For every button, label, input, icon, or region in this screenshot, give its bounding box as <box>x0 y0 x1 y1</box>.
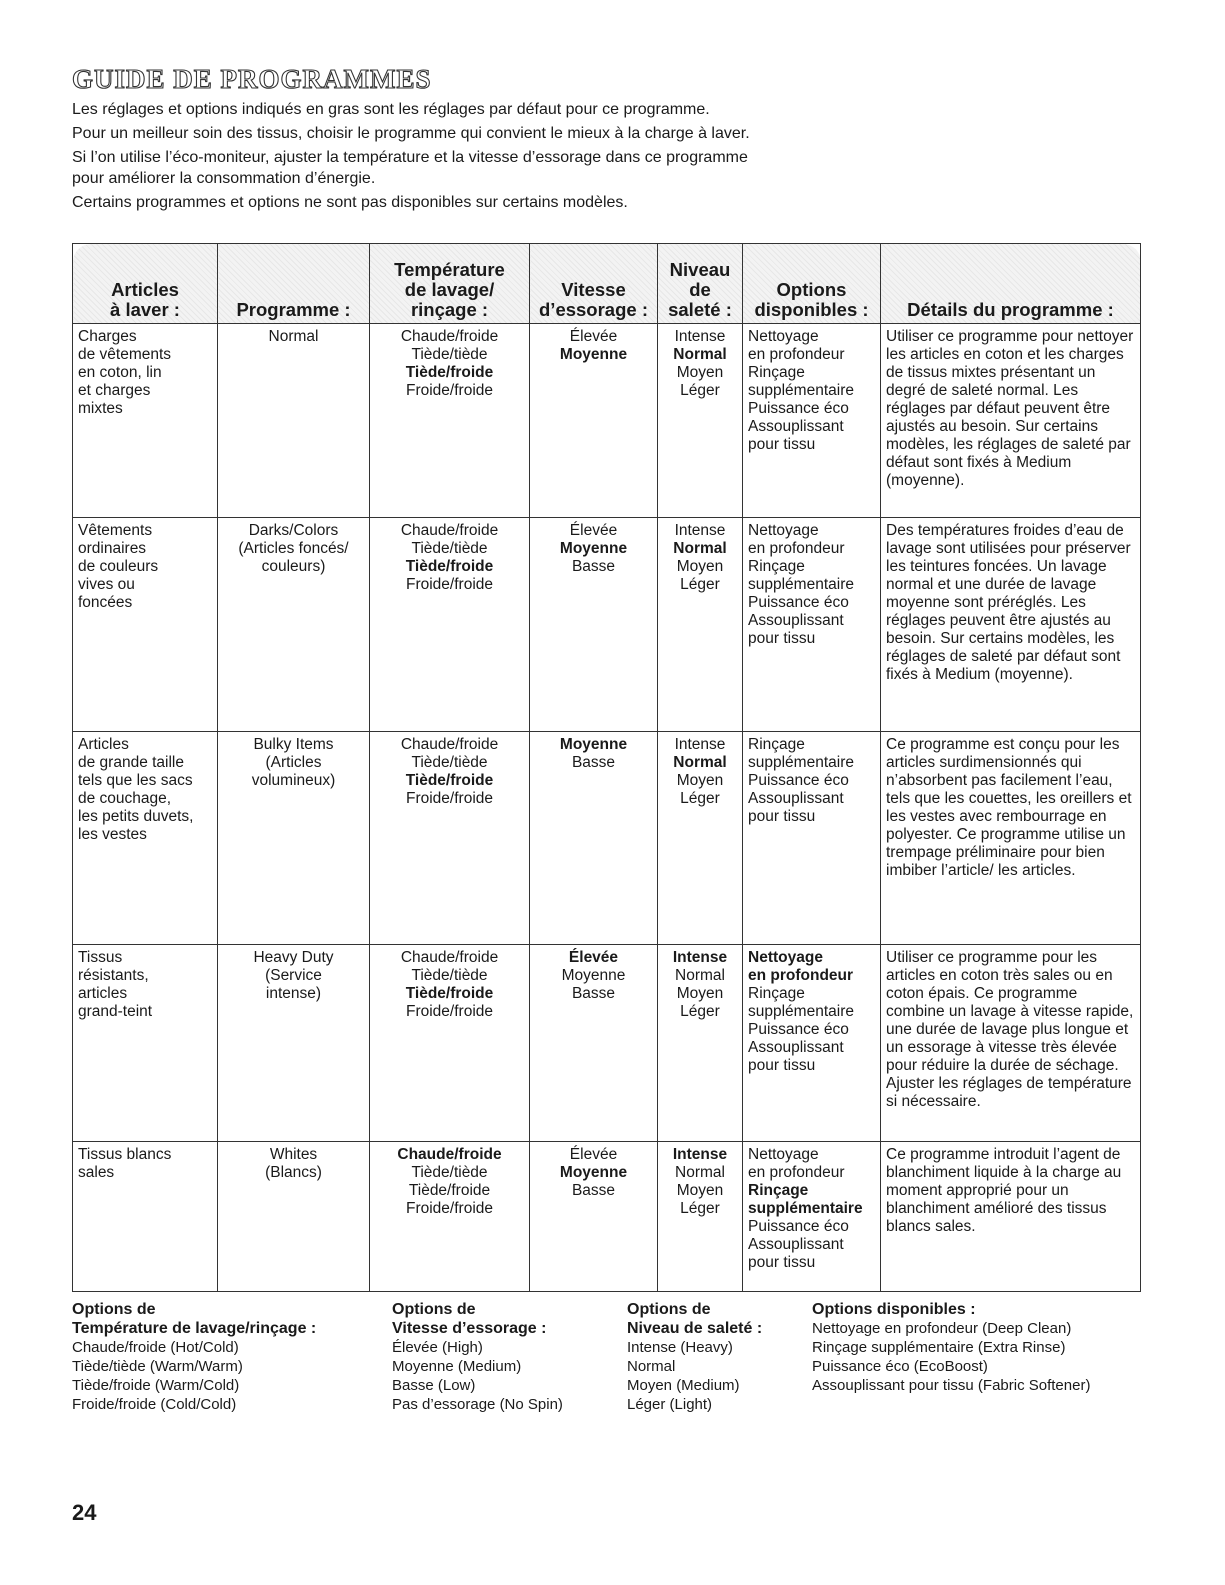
legend-item: Moyen (Medium) <box>627 1377 740 1394</box>
cell-niveau <box>658 518 743 732</box>
legend-item: Puissance éco (EcoBoost) <box>812 1358 988 1375</box>
table-row <box>73 945 1141 1142</box>
header-options: Options disponibles : <box>743 244 881 324</box>
cell-niveau <box>658 945 743 1142</box>
cell-line: Rinçage <box>748 985 805 1002</box>
cell-line: intense) <box>265 985 322 1002</box>
legend-heading: Options de <box>72 1301 156 1318</box>
cell-programme <box>218 732 370 945</box>
cell-vitesse <box>530 1142 658 1292</box>
cell-line: Froide/froide <box>405 1003 493 1020</box>
cell-line: Moyenne <box>559 736 628 753</box>
cell-line: Nettoyage <box>748 1146 819 1163</box>
cell-line: en profondeur <box>748 967 854 984</box>
legend-heading: Niveau de saleté : <box>627 1320 763 1337</box>
cell-line: Moyen <box>676 772 724 789</box>
intro-line: Pour un meilleur soin des tissus, choisir le programme qui convient le mieux à la charge à laver. <box>72 125 750 142</box>
cell-line: Tiède/froide <box>405 772 494 789</box>
cell-temperature <box>370 1142 530 1292</box>
cell-articles <box>73 732 218 945</box>
cell-line: Assouplissant <box>748 418 844 435</box>
table-header-row <box>73 244 1141 324</box>
cell-niveau <box>658 1142 743 1292</box>
cell-line: Normal <box>673 540 727 557</box>
cell-line: Charges <box>78 328 137 345</box>
cell-line: Chaude/froide <box>400 522 499 539</box>
cell-options <box>743 945 881 1142</box>
legend-item: Moyenne (Medium) <box>392 1358 522 1375</box>
cell-programme <box>218 518 370 732</box>
cell-line: Basse <box>571 985 616 1002</box>
cell-line: Tiède/froide <box>408 1182 491 1199</box>
legend-heading: Options de <box>392 1301 476 1318</box>
legend-heading: Vitesse d’essorage : <box>392 1320 547 1337</box>
cell-line: Puissance éco <box>748 772 849 789</box>
cell-options <box>743 518 881 732</box>
legend-heading: Options de <box>627 1301 711 1318</box>
cell-line: Léger <box>680 382 720 399</box>
cell-line: Élevée <box>569 522 618 539</box>
header-details: Détails du programme : <box>881 244 1141 324</box>
cell-line: Moyen <box>676 364 724 381</box>
legend-item: Assouplissant pour tissu (Fabric Softener) <box>812 1377 1091 1394</box>
legend-item: Tiède/tiède (Warm/Warm) <box>72 1358 243 1375</box>
cell-line: Basse <box>571 1182 616 1199</box>
cell-line: Nettoyage <box>748 522 819 539</box>
cell-line: en coton, lin <box>78 364 162 381</box>
cell-line: Rinçage <box>748 736 805 753</box>
cell-line: en profondeur <box>748 1164 845 1181</box>
cell-line: volumineux) <box>251 772 336 789</box>
cell-line: (Service <box>265 967 322 984</box>
cell-line: Nettoyage <box>748 328 819 345</box>
cell-programme <box>218 945 370 1142</box>
cell-line: Tiède/tiède <box>411 1164 488 1181</box>
program-guide-table <box>72 243 1141 1292</box>
legend-item: Normal <box>627 1358 676 1375</box>
legend-item: Nettoyage en profondeur (Deep Clean) <box>812 1320 1072 1337</box>
cell-line: Chaude/froide <box>400 328 499 345</box>
legend-group <box>392 1300 563 1414</box>
cell-line: Tissus blancs <box>78 1146 172 1163</box>
cell-temperature <box>370 732 530 945</box>
header-programme: Programme : <box>218 244 370 324</box>
legend-heading: Options disponibles : <box>812 1301 976 1318</box>
cell-line: pour tissu <box>748 630 816 647</box>
cell-line: et charges <box>78 382 151 399</box>
cell-line: Léger <box>680 790 720 807</box>
cell-line: supplémentaire <box>748 576 854 593</box>
cell-line: Basse <box>571 558 616 575</box>
cell-line: Darks/Colors <box>248 522 339 539</box>
table-row <box>73 324 1141 518</box>
cell-line: Tiède/froide <box>405 985 494 1002</box>
cell-line: Assouplissant <box>748 790 844 807</box>
cell-articles <box>73 1142 218 1292</box>
cell-line: Moyenne <box>559 1164 628 1181</box>
cell-line: tels que les sacs <box>78 772 193 789</box>
cell-line: Normal <box>675 967 725 984</box>
cell-line: en profondeur <box>748 540 845 557</box>
cell-line: Léger <box>680 576 720 593</box>
cell-line: Intense <box>674 328 726 345</box>
legend-group <box>72 1300 316 1414</box>
cell-line: Assouplissant <box>748 612 844 629</box>
legend-item: Tiède/froide (Warm/Cold) <box>72 1377 240 1394</box>
legend-item: Léger (Light) <box>627 1396 713 1413</box>
cell-details: Utiliser ce programme pour nettoyer les articles en coton et les charges de tissus mixtes présentant un degré de saleté normal. Les réglages par défaut peuvent être ajustés au besoin. Sur certains modèles, les réglages de saleté par défaut sont fixés à Medium (moyenne). <box>881 324 1141 518</box>
cell-line: Assouplissant <box>748 1039 844 1056</box>
cell-line: pour tissu <box>748 808 816 825</box>
cell-temperature <box>370 518 530 732</box>
cell-line: Moyen <box>676 558 724 575</box>
cell-line: supplémentaire <box>748 1003 854 1020</box>
cell-line: Heavy Duty <box>253 949 334 966</box>
cell-line: Intense <box>674 522 726 539</box>
cell-line: Intense <box>672 1146 728 1163</box>
cell-line: Rinçage <box>748 558 805 575</box>
cell-options <box>743 732 881 945</box>
cell-line: pour tissu <box>748 1254 816 1271</box>
cell-line: (Articles foncés/ <box>238 540 349 557</box>
cell-line: en profondeur <box>748 346 845 363</box>
legend-heading: Température de lavage/rinçage : <box>72 1320 317 1337</box>
cell-line: ordinaires <box>78 540 147 557</box>
cell-line: supplémentaire <box>748 1200 863 1217</box>
legend-item: Élevée (High) <box>392 1339 483 1356</box>
cell-line: Chaude/froide <box>397 1146 502 1163</box>
cell-line: Chaude/froide <box>400 736 499 753</box>
cell-line: Intense <box>674 736 726 753</box>
cell-line: Élevée <box>568 949 619 966</box>
cell-line: Froide/froide <box>405 1200 493 1217</box>
cell-line: Rinçage <box>748 364 805 381</box>
cell-line: Chaude/froide <box>400 949 499 966</box>
cell-line: Tiède/tiède <box>411 754 488 771</box>
cell-articles <box>73 324 218 518</box>
cell-line: articles <box>78 985 128 1002</box>
page-title: GUIDE DE PROGRAMMES <box>72 64 432 94</box>
legend-item: Basse (Low) <box>392 1377 476 1394</box>
cell-programme <box>218 324 370 518</box>
table-row <box>73 732 1141 945</box>
cell-line: de couleurs <box>78 558 159 575</box>
header-vitesse: Vitesse d’essorage : <box>530 244 658 324</box>
header-articles: Articles à laver : <box>73 244 218 324</box>
cell-line: pour tissu <box>748 1057 816 1074</box>
legend-group <box>812 1300 1090 1395</box>
cell-line: Tiède/tiède <box>411 967 488 984</box>
cell-line: Puissance éco <box>748 1021 849 1038</box>
cell-line: Tiède/froide <box>405 558 494 575</box>
cell-temperature <box>370 945 530 1142</box>
cell-line: pour tissu <box>748 436 816 453</box>
cell-programme <box>218 1142 370 1292</box>
cell-line: Assouplissant <box>748 1236 844 1253</box>
cell-articles <box>73 518 218 732</box>
cell-line: de couchage, <box>78 790 172 807</box>
cell-niveau <box>658 732 743 945</box>
cell-line: Tissus <box>78 949 123 966</box>
cell-line: grand-teint <box>78 1003 153 1020</box>
cell-line: Bulky Items <box>253 736 334 753</box>
table-row <box>73 518 1141 732</box>
cell-line: Articles <box>78 736 129 753</box>
cell-line: Léger <box>680 1003 720 1020</box>
cell-line: vives ou <box>78 576 135 593</box>
cell-line: Froide/froide <box>405 382 493 399</box>
cell-line: les vestes <box>78 826 147 843</box>
cell-line: supplémentaire <box>748 754 854 771</box>
cell-line: Élevée <box>569 328 618 345</box>
cell-line: Puissance éco <box>748 594 849 611</box>
cell-line: Tiède/tiède <box>411 540 488 557</box>
cell-line: mixtes <box>78 400 123 417</box>
legend-item: Intense (Heavy) <box>627 1339 733 1356</box>
cell-line: Vêtements <box>78 522 153 539</box>
cell-line: de vêtements <box>78 346 172 363</box>
cell-line: supplémentaire <box>748 382 854 399</box>
cell-niveau <box>658 324 743 518</box>
cell-details: Ce programme est conçu pour les articles surdimensionnés qui n’absorbent pas facilement l’eau, tels que les couettes, les oreillers et les vestes avec rembourrage en polyester. Ce programme utilise un trempage préliminaire pour bien imbiber l’article/ les articles. <box>881 732 1141 945</box>
cell-line: Intense <box>672 949 728 966</box>
cell-options <box>743 324 881 518</box>
cell-line: Normal <box>673 346 727 363</box>
intro-text <box>72 100 1152 217</box>
cell-line: Normal <box>268 328 319 345</box>
cell-line: sales <box>78 1164 115 1181</box>
cell-line: Rinçage <box>748 1182 809 1199</box>
table-row <box>73 1142 1141 1292</box>
cell-line: de grande taille <box>78 754 184 771</box>
header-niveau: Niveau de saleté : <box>658 244 743 324</box>
legend-item: Rinçage supplémentaire (Extra Rinse) <box>812 1339 1066 1356</box>
cell-line: résistants, <box>78 967 149 984</box>
cell-details: Ce programme introduit l’agent de blanchiment liquide à la charge au moment approprié pour un blanchiment amélioré des tissus blancs sales. <box>881 1142 1141 1292</box>
cell-line: les petits duvets, <box>78 808 194 825</box>
legend-item: Pas d’essorage (No Spin) <box>392 1396 563 1413</box>
cell-details: Utiliser ce programme pour les articles en coton très sales ou en coton épais. Ce programme combine un lavage à vitesse rapide, une durée de lavage plus longue et un essorage à vitesse très élevée pour réduire la durée de séchage. Ajuster les réglages de température si nécessaire. <box>881 945 1141 1142</box>
cell-line: Froide/froide <box>405 790 493 807</box>
cell-line: Léger <box>680 1200 720 1217</box>
cell-line: Moyen <box>676 1182 724 1199</box>
cell-line: foncées <box>78 594 133 611</box>
page-number: 24 <box>72 1500 97 1525</box>
cell-line: Puissance éco <box>748 1218 849 1235</box>
legend-item: Chaude/froide (Hot/Cold) <box>72 1339 239 1356</box>
cell-line: Tiède/tiède <box>411 346 488 363</box>
cell-line: Whites <box>269 1146 318 1163</box>
cell-vitesse <box>530 945 658 1142</box>
cell-line: Normal <box>675 1164 725 1181</box>
intro-line: Les réglages et options indiqués en gras sont les réglages par défaut pour ce programme. <box>72 101 710 118</box>
legend-item: Froide/froide (Cold/Cold) <box>72 1396 237 1413</box>
table-body <box>73 324 1141 1292</box>
cell-details: Des températures froides d’eau de lavage sont utilisées pour préserver les teintures foncées. Un lavage normal et une durée de lavage moyenne sont préréglés. Les réglages peuvent être ajustés au besoin. Sur certains modèles, les réglages de saleté par défaut sont fixés à Medium (moyenne). <box>881 518 1141 732</box>
cell-line: Tiède/froide <box>405 364 494 381</box>
cell-line: Moyenne <box>559 346 628 363</box>
cell-options <box>743 1142 881 1292</box>
cell-line: Normal <box>673 754 727 771</box>
cell-line: Puissance éco <box>748 400 849 417</box>
cell-vitesse <box>530 324 658 518</box>
cell-vitesse <box>530 732 658 945</box>
legend-group <box>627 1300 762 1414</box>
cell-line: couleurs) <box>261 558 326 575</box>
header-temperature: Température de lavage/ rinçage : <box>370 244 530 324</box>
cell-articles <box>73 945 218 1142</box>
cell-line: Moyenne <box>561 967 626 984</box>
cell-line: Nettoyage <box>748 949 823 966</box>
intro-line: Si l’on utilise l’éco-moniteur, ajuster la température et la vitesse d’essorage dans ce programme pour améliorer la consommation d’énergie. <box>72 149 748 187</box>
cell-line: Froide/froide <box>405 576 493 593</box>
cell-line: Moyenne <box>559 540 628 557</box>
cell-vitesse <box>530 518 658 732</box>
cell-line: (Blancs) <box>265 1164 322 1181</box>
cell-line: Basse <box>571 754 616 771</box>
intro-line: Certains programmes et options ne sont pas disponibles sur certains modèles. <box>72 193 628 211</box>
cell-line: Élevée <box>569 1146 618 1163</box>
cell-line: (Articles <box>265 754 322 771</box>
cell-line: Moyen <box>676 985 724 1002</box>
cell-temperature <box>370 324 530 518</box>
